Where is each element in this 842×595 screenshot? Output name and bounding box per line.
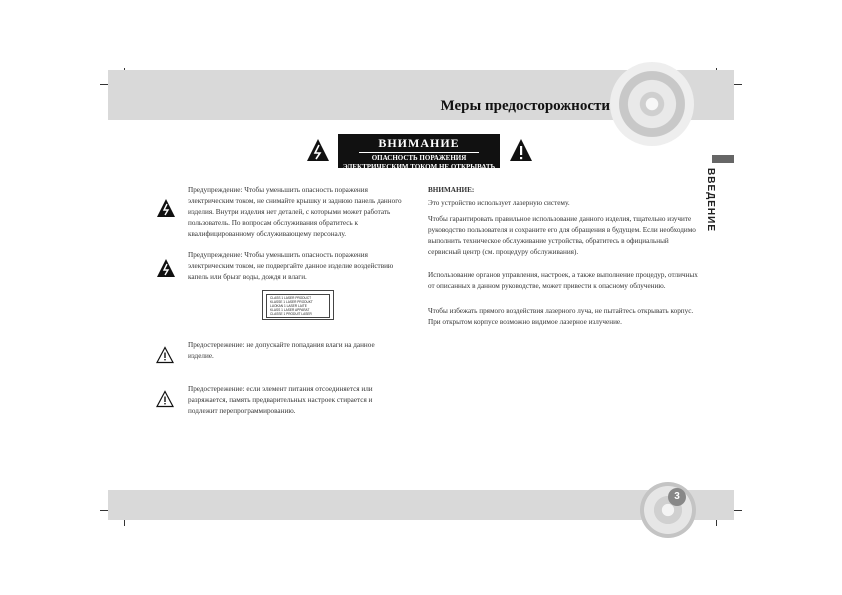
- electric-warning-icon: [156, 258, 176, 278]
- warning-text-1: Предупреждение: Чтобы уменьшить опасность поражения электрическим током, не снимайте крышку и заднюю панель данного изделия. Внутри изделия нет деталей, с которыми может работать пользователь. По вопросам обслуживания обратитесь к квалифицированному обслуживающему персоналу.: [188, 186, 402, 238]
- section-tab: ВВЕДЕНИЕ: [705, 168, 716, 232]
- warning-text-2: Предупреждение: Чтобы уменьшить опасность поражения электрическим током, не подвергайте данное изделие воздействию капель или брызг воды, дождя и влаги.: [188, 251, 394, 281]
- disc-graphic: [640, 482, 696, 538]
- laser-product-label: [262, 290, 334, 320]
- caution-icon: [156, 346, 174, 364]
- exclamation-warning-icon: [509, 138, 533, 162]
- caution-icon: [156, 390, 174, 408]
- laser-label-line: KLASSE 1 LASER PRODUKT: [270, 300, 313, 304]
- warning-line-1: ОПАСНОСТЬ ПОРАЖЕНИЯ: [371, 154, 467, 162]
- right-heading: ВНИМАНИЕ:: [428, 186, 475, 194]
- page-number: 3: [668, 488, 686, 506]
- right-paragraph-4: Чтобы избежать прямого воздействия лазерного луча, не пытайтесь открывать корпус. При открытом корпусе возможно видимое лазерное излучение.: [428, 307, 694, 326]
- warning-line-2: ЭЛЕКТРИЧЕСКИМ ТОКОМ НЕ ОТКРЫВАТЬ: [342, 163, 496, 171]
- right-paragraph-2: Чтобы гарантировать правильное использование данного изделия, тщательно изучите руководство пользователя и сохраните его для обращения в будущем. Если необходимо выполнить техническое обслуживание устройства, обратитесь в официальный сервисный центр (см. процедуру обслуживания).: [428, 215, 696, 256]
- warning-box: [338, 134, 500, 171]
- warning-heading: ВНИМАНИЕ: [359, 136, 479, 153]
- laser-label-line: CLASS 1 LASER PRODUCT: [270, 296, 312, 300]
- laser-label-line: CLASSE 1 PRODUIT LASER: [270, 312, 312, 316]
- right-paragraph-1: Это устройство использует лазерную систему.: [428, 199, 570, 207]
- section-marker: [712, 155, 734, 163]
- caution-text-2: Предостережение: если элемент питания отсоединяется или разряжается, память предварительных настроек стирается и подлежит перепрограммированию.: [188, 385, 373, 415]
- electric-warning-icon: [306, 138, 330, 162]
- right-paragraph-3: Использование органов управления, настроек, а также выполнение процедур, отличных от описанных в данном руководстве, может привести к опасному облучению.: [428, 271, 698, 290]
- electric-warning-icon: [156, 198, 176, 218]
- disc-graphic: [610, 62, 694, 146]
- laser-label-line: LUOKAN 1 LASER LAITE: [270, 304, 307, 308]
- laser-label-line: KLASS 1 LASER APPARAT: [270, 308, 310, 312]
- caution-text-1: Предостережение: не допускайте попадания влаги на данное изделие.: [188, 341, 375, 360]
- page-title: Меры предосторожности: [440, 98, 610, 114]
